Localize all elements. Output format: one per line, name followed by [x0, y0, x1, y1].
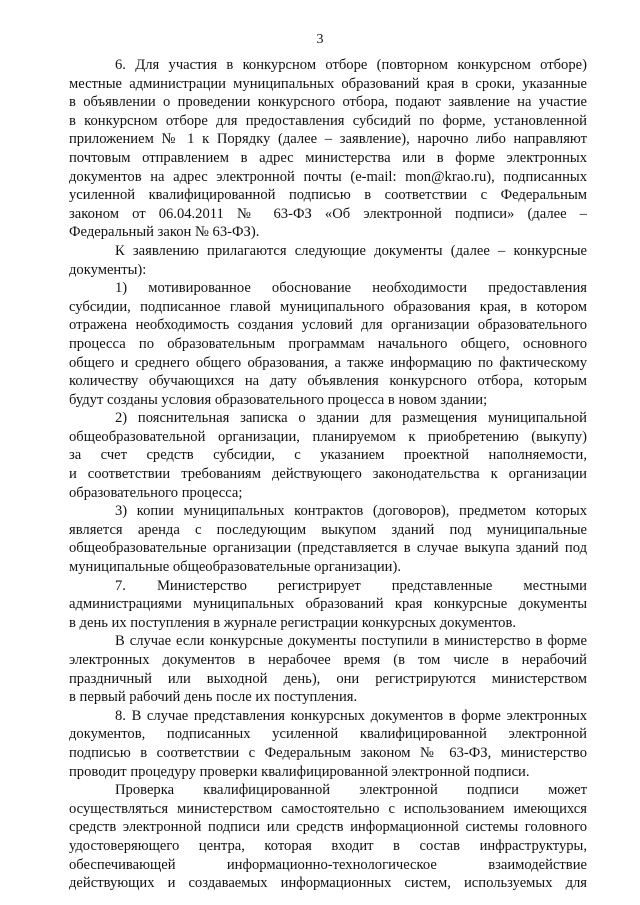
text-line: средств электронной подписи или средств информационной системы головного — [69, 819, 587, 836]
text-line: в первый рабочий день после их поступления. — [69, 689, 358, 706]
text-line: К заявлению прилагаются следующие документы (далее – конкурсные — [115, 242, 587, 259]
document-body — [69, 56, 587, 893]
text-line: проводит процедуру проверки квалифицированной электронной подписи. — [69, 763, 530, 780]
text-line: администрациями муниципальных образований края конкурсные документы — [69, 596, 587, 613]
text-line: процесса по образовательным программам начального общего, основного — [69, 335, 587, 352]
text-line: документов на адрес электронной почты (e-mail: mon@krao.ru), подписанных — [69, 168, 587, 185]
text-line: 6. Для участия в конкурсном отборе (повторном конкурсном отборе) — [115, 57, 587, 73]
text-line: подписью в соответствии с Федеральным законом № 63-ФЗ, министерство — [69, 744, 587, 761]
text-line: местные администрации муниципальных образований края в сроки, указанные — [69, 75, 587, 92]
text-line: удостоверяющего центра, которая входит в состав инфраструктуры, — [69, 837, 587, 854]
text-line: общеобразовательной организации, планируемом к приобретению (выкупу) — [69, 428, 587, 445]
text-line: 8. В случае представления конкурсных документов в форме электронных — [115, 707, 587, 724]
text-line: общего и среднего общего образования, а также информацию по фактическому — [69, 354, 587, 371]
text-line: приложением № 1 к Порядку (далее – заявление), нарочно либо направляют — [69, 131, 587, 148]
text-line: электронных документов в нерабочее время (в том числе в нерабочий — [69, 652, 587, 668]
text-line: будут созданы условия образовательного процесса в новом здании; — [69, 391, 488, 408]
text-line: 3) копии муниципальных контрактов (договоров), предметом которых — [115, 503, 587, 520]
text-line: за счет средств субсидии, с указанием проектной наполняемости, — [69, 447, 587, 464]
text-line: общеобразовательные организации (представляется в случае выкупа зданий под — [69, 540, 587, 557]
text-line: 1) мотивированное обоснование необходимости предоставления — [115, 280, 587, 297]
text-line: в конкурсном отборе для предоставления субсидий по форме, установленной — [69, 112, 587, 129]
text-line: в объявлении о проведении конкурсного отбора, подают заявление на участие — [69, 94, 587, 111]
text-line: является аренда с последующим выкупом зданий под муниципальные — [69, 521, 587, 538]
text-line: муниципальные общеобразовательные организации). — [69, 559, 401, 576]
text-line: 7. Министерство регистрирует представленные местными — [115, 577, 587, 594]
text-line: количеству обучающихся на дату объявления конкурсного отбора, которым — [69, 373, 587, 390]
text-line: документы): — [69, 261, 147, 278]
text-line: образовательного процесса; — [69, 484, 243, 501]
text-line: почтовым отправлением в адрес министерства или в форме электронных — [69, 149, 587, 166]
page-number: 3 — [316, 32, 324, 47]
text-line: и соответствии требованиям действующего законодательства к организации — [69, 466, 587, 483]
text-line: В случае если конкурсные документы поступили в министерство в форме — [115, 633, 587, 650]
text-line: в день их поступления в журнале регистрации конкурсных документов. — [69, 614, 517, 631]
text-line: законом от 06.04.2011 № 63-ФЗ «Об электронной подписи» (далее – — [69, 205, 587, 222]
text-line: субсидии, подписанное главой муниципального образования края, в котором — [69, 298, 587, 315]
text-line: усиленной квалифицированной подписью в соответствии с Федеральным — [69, 187, 587, 204]
text-line: действующих и создаваемых информационных систем, используемых для — [69, 875, 587, 892]
text-line: Проверка квалифицированной электронной подписи может — [115, 782, 587, 799]
text-line: обеспечивающей информационно-технологическое взаимодействие — [69, 856, 587, 873]
text-line: праздничный или выходной день), они регистрируются министерством — [69, 670, 587, 687]
text-line: осуществляться министерством самостоятельно с использованием имеющихся — [69, 800, 587, 817]
text-line: документов, подписанных усиленной квалифицированной электронной — [69, 726, 587, 743]
text-line: Федеральный закон № 63-ФЗ). — [69, 224, 260, 241]
text-line: отражена необходимость создания условий для организации образовательного — [69, 317, 587, 334]
text-line: 2) пояснительная записка о здании для размещения муниципальной — [115, 410, 587, 427]
